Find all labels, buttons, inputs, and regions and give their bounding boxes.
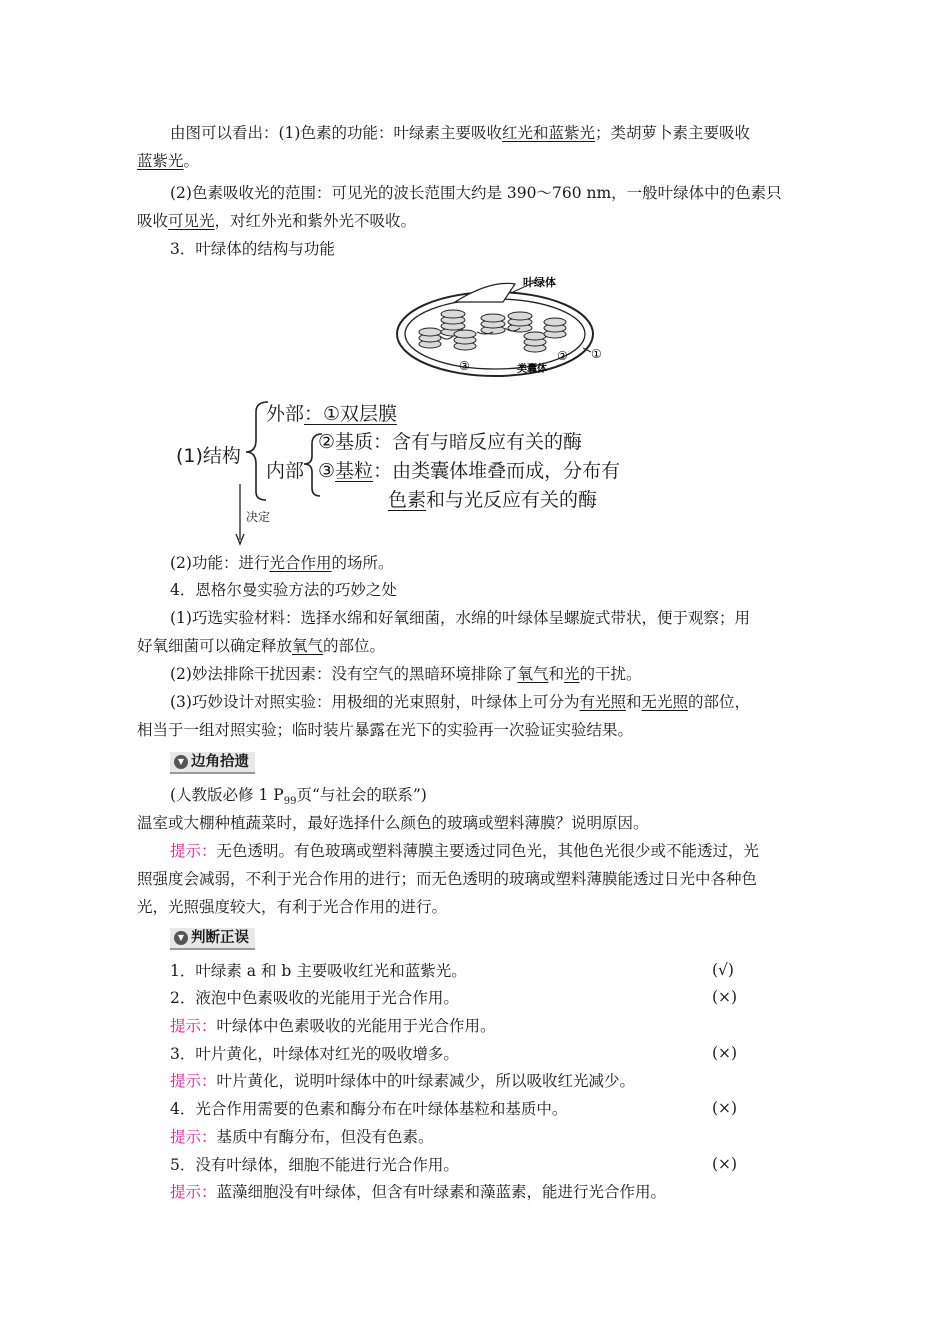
judge-hint	[170, 1127, 434, 1147]
inner-marker: ③	[318, 460, 336, 482]
decides-label: 决定	[246, 510, 271, 524]
chevron-down-icon: ▼	[174, 755, 188, 769]
reference-page: 99	[283, 796, 297, 808]
section4-p3-line2: 相当于一组对照实验；临时装片暴露在光下的实验再一次验证实验结果。	[137, 721, 634, 739]
section4-text: (3)巧妙设计对照实验：用极细的光束照射，叶绿体上可分为	[170, 693, 580, 711]
corner-answer-line3: 光，光照强度较大，有利于光合作用的进行。	[137, 898, 448, 916]
section4-text: 和	[548, 665, 564, 683]
function-text: (2)功能：进行	[170, 554, 270, 572]
marker-1: ①	[591, 347, 602, 361]
hint-label: 提示：	[170, 1128, 217, 1146]
outer-value: ：①双层膜	[304, 403, 398, 425]
intro-text: ；类胡萝卜素主要吸收	[594, 124, 750, 142]
intro-text: 吸收	[137, 212, 169, 230]
inner-text: 和与光反应有关的酶	[426, 489, 598, 511]
intro-text: ，对红外光和紫外光不吸收。	[214, 212, 417, 230]
section4-text: (2)妙法排除干扰因素：没有空气的黑暗环境排除了	[170, 665, 518, 683]
blank-answer: 有光照	[579, 693, 626, 711]
structure-root: (1)结构	[176, 445, 241, 467]
hint-text: 叶片黄化，说明叶绿体中的叶绿素减少，所以吸收红光减少。	[216, 1072, 636, 1090]
intro-text: 由图可以看出：(1)色素的功能：叶绿素主要吸收	[170, 124, 502, 142]
judge-mark: (×)	[712, 1099, 738, 1117]
section4-text: 好氧细菌可以确定释放	[137, 637, 293, 655]
blank-answer: 光合作用	[269, 554, 332, 572]
judge-mark: (√)	[712, 961, 734, 979]
section4-p1-line1: (1)巧选实验材料：选择水绵和好氧细菌，水绵的叶绿体呈螺旋式带状，便于观察；用	[170, 609, 750, 627]
structure-inner: 内部	[266, 460, 305, 482]
corner-answer-line1	[170, 841, 759, 861]
hint-text: 叶绿体中色素吸收的光能用于光合作用。	[216, 1017, 496, 1035]
section4-text: 的干扰。	[579, 665, 642, 683]
inner-term: 色素	[388, 489, 427, 511]
corner-answer-line2: 照强度会减弱，不利于光合作用的进行；而无色透明的玻璃或塑料薄膜能透过日光中各种色	[137, 870, 758, 888]
judge-mark: (×)	[712, 988, 738, 1006]
structure-inner-1: ②基质：含有与暗反应有关的酶	[318, 431, 583, 453]
section4-p1-line2	[137, 636, 385, 656]
judge-tag-label: 判断正误	[191, 930, 249, 946]
function-text: 的场所。	[331, 554, 394, 572]
outer-label: 外部	[266, 403, 305, 425]
inner-term: 基粒	[335, 460, 374, 482]
section-3-title: 3．叶绿体的结构与功能	[170, 240, 335, 258]
corner-question: 温室或大棚种植蔬菜时，最好选择什么颜色的玻璃或塑料薄膜？说明原因。	[137, 814, 649, 832]
hint-label: 提示：	[170, 1017, 217, 1035]
label-chloroplast: 叶绿体	[523, 276, 556, 289]
intro-text: 。	[183, 152, 200, 170]
intro-line-3: (2)色素吸收光的范围：可见光的波长范围大约是 390～760 nm，一般叶绿体中的色素只	[170, 184, 782, 202]
judge-mark: (×)	[712, 1155, 738, 1173]
hint-label: 提示：	[170, 842, 217, 860]
inner-text: ：由类囊体堆叠而成，分布有	[373, 460, 621, 482]
reference-text: 页“与社会的联系”)	[296, 786, 427, 804]
answer-text: 无色透明。有色玻璃或塑料薄膜主要透过同色光，其他色光很少或不能透过，光	[216, 842, 760, 860]
section4-text: 的部位，	[688, 693, 751, 711]
judge-item: 3．叶片黄化，叶绿体对红光的吸收增多。	[170, 1045, 459, 1063]
judge-item: 5．没有叶绿体，细胞不能进行光合作用。	[170, 1156, 459, 1174]
judge-item: 1．叶绿素 a 和 b 主要吸收红光和蓝紫光。	[170, 962, 467, 980]
label-thylakoid: 类囊体	[517, 364, 547, 375]
reference-text: (人教版必修 1 P	[170, 786, 284, 804]
blank-answer: 红光和蓝紫光	[501, 124, 595, 142]
hint-text: 蓝藻细胞没有叶绿体，但含有叶绿素和藻蓝素，能进行光合作用。	[216, 1183, 667, 1201]
structure-outer	[266, 399, 397, 426]
corner-reference	[170, 785, 427, 812]
blank-answer: 氧气	[517, 665, 549, 683]
chevron-down-icon: ▼	[174, 931, 188, 945]
marker-2: ②	[557, 349, 568, 363]
judge-hint	[170, 1016, 496, 1036]
section-4-title: 4．恩格尔曼实验方法的巧妙之处	[170, 581, 397, 599]
blank-answer: 蓝紫光	[137, 152, 184, 170]
hint-label: 提示：	[170, 1072, 217, 1090]
judge-hint	[170, 1071, 635, 1091]
corner-tag	[170, 752, 255, 774]
section4-p2	[170, 664, 642, 684]
judge-item: 4．光合作用需要的色素和酶分布在叶绿体基粒和基质中。	[170, 1100, 568, 1118]
blank-answer: 光	[564, 665, 580, 683]
judge-item: 2．液泡中色素吸收的光能用于光合作用。	[170, 989, 459, 1007]
judge-tag	[170, 928, 255, 950]
section4-text: 的部位。	[323, 637, 386, 655]
section4-p3-line1	[170, 692, 750, 712]
structure-inner-3	[388, 485, 597, 512]
hint-label: 提示：	[170, 1183, 217, 1201]
marker-3: ③	[459, 359, 470, 373]
function-line	[170, 553, 394, 573]
blank-answer: 氧气	[292, 637, 324, 655]
structure-inner-2	[318, 456, 620, 483]
corner-tag-label: 边角拾遗	[191, 754, 249, 770]
hint-text: 基质中有酶分布，但没有色素。	[216, 1128, 434, 1146]
judge-hint	[170, 1182, 666, 1202]
blank-answer: 可见光	[168, 212, 215, 230]
section4-text: 和	[625, 693, 642, 711]
blank-answer: 无光照	[641, 693, 689, 711]
judge-mark: (×)	[712, 1044, 738, 1062]
